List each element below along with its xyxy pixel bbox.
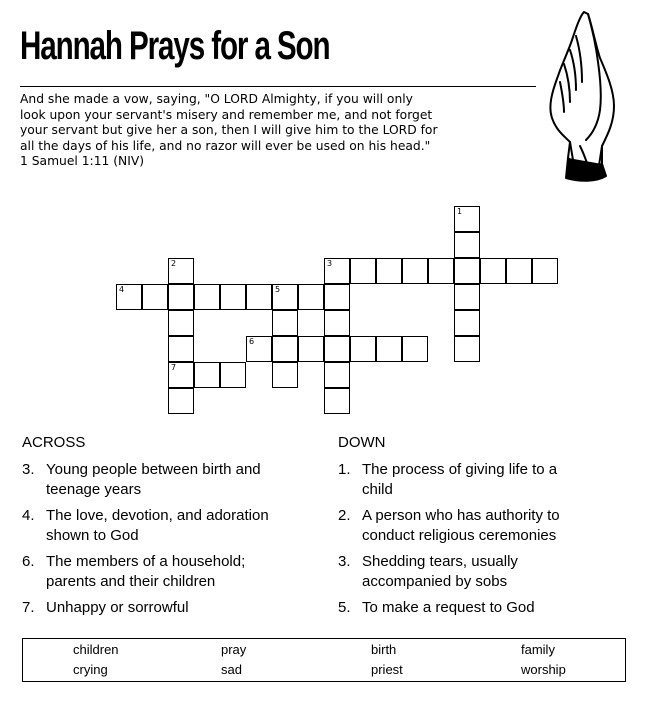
clue-text: conduct religious ceremonies	[362, 527, 557, 544]
crossword-cell[interactable]	[324, 388, 350, 414]
down-clue-5	[338, 598, 628, 618]
crossword-cell[interactable]	[220, 362, 246, 388]
clue-number-label: 4	[119, 285, 125, 294]
title-divider	[20, 86, 536, 87]
clue-text: The members of a household;	[46, 553, 246, 570]
praying-hands-icon	[540, 6, 630, 184]
clue-number-label: 3	[327, 259, 333, 268]
clue-number: 4.	[22, 507, 35, 524]
crossword-cell[interactable]	[272, 362, 298, 388]
clue-number: 3.	[338, 553, 351, 570]
crossword-cell[interactable]	[454, 258, 480, 284]
down-clue-2	[338, 506, 628, 546]
crossword-cell[interactable]	[350, 336, 376, 362]
clue-text: Young people between birth and	[46, 461, 261, 478]
crossword-cell[interactable]	[376, 258, 402, 284]
word-bank-word: pray	[221, 642, 247, 657]
clue-number-label: 2	[171, 259, 177, 268]
crossword-cell[interactable]	[246, 284, 272, 310]
crossword-cell[interactable]	[168, 310, 194, 336]
down-clue-1	[338, 460, 628, 500]
across-clue-3	[22, 460, 322, 500]
crossword-cell[interactable]	[324, 258, 350, 284]
crossword-cell[interactable]	[454, 232, 480, 258]
clue-number: 7.	[22, 599, 35, 616]
word-bank-word: priest	[371, 662, 403, 677]
down-clue-3	[338, 552, 628, 592]
clue-text: A person who has authority to	[362, 507, 560, 524]
crossword-cell[interactable]	[194, 362, 220, 388]
clue-number-label: 6	[249, 337, 255, 346]
word-bank-word: worship	[521, 662, 566, 677]
word-bank-word: birth	[371, 642, 397, 657]
verse-line: all the days of his life, and no razor will ever be used on his head."	[20, 138, 431, 153]
clue-text: accompanied by sobs	[362, 573, 508, 590]
down-heading: DOWN	[338, 434, 386, 451]
crossword-cell[interactable]	[168, 362, 194, 388]
across-heading: ACROSS	[22, 434, 86, 451]
clue-number: 5.	[338, 599, 351, 616]
clue-text: Unhappy or sorrowful	[46, 599, 189, 616]
crossword-cell[interactable]	[454, 310, 480, 336]
crossword-cell[interactable]	[454, 284, 480, 310]
down-clues	[338, 434, 628, 624]
clue-text: child	[362, 481, 393, 498]
crossword-cell[interactable]	[116, 284, 142, 310]
crossword-cell[interactable]	[324, 362, 350, 388]
clue-text: shown to God	[46, 527, 139, 544]
crossword-cell[interactable]	[324, 310, 350, 336]
crossword-cell[interactable]	[402, 336, 428, 362]
crossword-cell[interactable]	[324, 336, 350, 362]
clue-number: 2.	[338, 507, 351, 524]
word-bank	[22, 638, 626, 682]
clue-text: The process of giving life to a	[362, 461, 558, 478]
crossword-cell[interactable]	[480, 258, 506, 284]
crossword-cell[interactable]	[220, 284, 246, 310]
crossword-cell[interactable]	[168, 388, 194, 414]
crossword-cell[interactable]	[506, 258, 532, 284]
verse-line: And she made a vow, saying, "O LORD Almighty, if you will only	[20, 92, 413, 106]
clue-text: parents and their children	[46, 573, 216, 590]
word-bank-word: family	[521, 642, 555, 657]
clue-text: To make a request to God	[362, 599, 535, 616]
across-clue-6	[22, 552, 322, 592]
word-bank-word: sad	[221, 662, 242, 677]
crossword-cell[interactable]	[298, 336, 324, 362]
scripture-verse	[20, 92, 540, 170]
clue-number-label: 5	[275, 285, 281, 294]
clue-text: teenage years	[46, 481, 142, 498]
crossword-cell[interactable]	[194, 284, 220, 310]
crossword-cell[interactable]	[454, 206, 480, 232]
clue-number-label: 1	[457, 207, 463, 216]
clue-text: Shedding tears, usually	[362, 553, 518, 570]
across-clues	[22, 434, 322, 624]
across-clue-7	[22, 598, 322, 618]
verse-line: look upon your servant's misery and remember me, and not forget	[20, 107, 433, 122]
verse-line: your servant but give her a son, then I will give him to the LORD for	[20, 123, 438, 138]
crossword-cell[interactable]	[350, 258, 376, 284]
crossword-cell[interactable]	[272, 310, 298, 336]
word-bank-word: children	[73, 642, 119, 657]
clue-text: The love, devotion, and adoration	[46, 507, 269, 524]
crossword-cell[interactable]	[532, 258, 558, 284]
clue-number: 1.	[338, 461, 351, 478]
verse-reference: 1 Samuel 1:11 (NIV)	[20, 154, 145, 169]
clue-number-label: 7	[171, 363, 177, 372]
crossword-cell[interactable]	[402, 258, 428, 284]
crossword-cell[interactable]	[142, 284, 168, 310]
crossword-cell[interactable]	[324, 284, 350, 310]
clue-number: 6.	[22, 553, 35, 570]
crossword-cell[interactable]	[168, 336, 194, 362]
crossword-cell[interactable]	[454, 336, 480, 362]
crossword-cell[interactable]	[272, 336, 298, 362]
crossword-cell[interactable]	[428, 258, 454, 284]
crossword-cell[interactable]	[246, 336, 272, 362]
crossword-cell[interactable]	[272, 284, 298, 310]
word-bank-word: crying	[73, 662, 108, 677]
clue-number: 3.	[22, 461, 35, 478]
crossword-cell[interactable]	[298, 284, 324, 310]
page-title: Hannah Prays for a Son	[20, 24, 330, 68]
across-clue-4	[22, 506, 322, 546]
crossword-cell[interactable]	[376, 336, 402, 362]
crossword-cell[interactable]	[168, 258, 194, 284]
crossword-cell[interactable]	[168, 284, 194, 310]
